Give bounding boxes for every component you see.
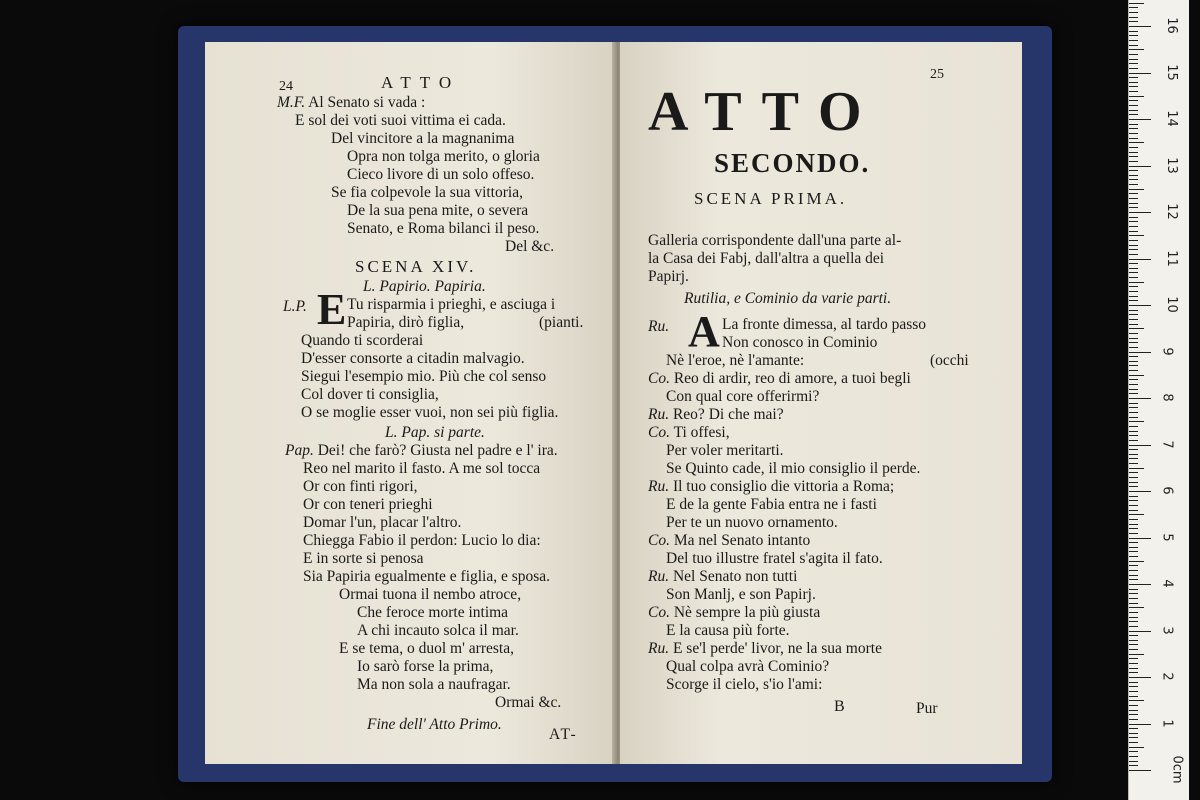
text-line: Domar l'un, placar l'altro. [303,514,462,531]
ruler-tick [1129,733,1138,734]
text-line: D'esser consorte a citadin malvagio. [301,350,525,367]
ruler-tick [1129,296,1138,297]
dialogue-line: Ru. E se'l perde' livor, ne la sua morte [648,640,882,657]
ruler-tick [1129,319,1138,320]
ruler-tick [1129,179,1138,180]
ruler-tick [1129,124,1138,125]
ruler-tick [1129,612,1138,613]
ruler-number: 15 [1163,63,1179,81]
ruler-tick [1129,556,1138,557]
ruler-tick [1129,449,1138,450]
catchword: AT- [549,726,578,743]
ruler-tick [1129,765,1138,766]
ruler-tick [1129,310,1138,311]
text-line: Or con finti rigori, [303,478,418,495]
text-line: E sol dei voti suoi vittima ei cada. [295,112,506,129]
ruler-tick [1129,631,1151,632]
page-number: 25 [930,67,944,82]
ruler-tick [1129,105,1138,106]
ruler-tick [1129,547,1138,548]
ruler-number: 11 [1163,249,1179,267]
ruler-tick [1129,626,1138,627]
ruler-tick [1129,207,1138,208]
text-line: Cieco livore di un solo offeso. [347,166,535,183]
dialogue-line: Co. Reo di ardir, reo di amore, a tuoi begli [648,370,911,387]
ruler-tick [1129,152,1138,153]
ruler-tick [1129,431,1138,432]
signature-mark: B [834,698,845,715]
ruler-number: 1 [1159,718,1175,728]
drop-cap: E [317,285,347,334]
ruler-tick [1129,100,1138,101]
ruler-tick [1129,417,1138,418]
ruler-tick [1129,584,1151,585]
ruler-tick [1129,468,1144,469]
ruler-tick [1129,110,1138,111]
ruler-tick [1129,561,1144,562]
ruler-tick [1129,361,1138,362]
ruler-tick [1129,761,1138,762]
ruler-tick [1129,272,1138,273]
dialogue-line: Per voler meritarti. [666,442,784,459]
ruler-number: 8 [1159,393,1175,402]
ruler-tick [1129,691,1138,692]
scene-characters: Rutilia, e Cominio da varie parti. [684,290,892,307]
text-line: A chi incauto solca il mar. [357,622,519,639]
speaker-label: Ru. [648,318,670,335]
text-line: Del vincitore a la magnanima [331,130,515,147]
ruler-number: 3 [1159,625,1175,635]
dialogue-line: Son Manlj, e son Papirj. [666,586,816,603]
ruler-tick [1129,407,1138,408]
ruler-tick [1129,621,1138,622]
ruler-tick [1129,472,1138,473]
ruler-tick [1129,710,1138,711]
drop-cap: A [688,307,720,356]
ruler-tick [1129,593,1138,594]
text-line: Ormai tuona il nembo atroce, [339,586,522,603]
ruler-number: 12 [1163,203,1179,220]
ruler-tick [1129,514,1144,515]
ruler-tick [1129,524,1138,525]
text-line: Sia Papiria egualmente e figlia, e sposa. [303,568,551,585]
ruler-tick [1129,412,1138,413]
ruler-tick [1129,728,1138,729]
text-line: Se fia colpevole la sua vittoria, [331,184,523,201]
text-line: Io sarò forse la prima, [357,658,494,675]
ruler-tick [1129,189,1144,190]
ruler-tick [1129,724,1151,725]
ruler-tick [1129,384,1138,385]
act-subtitle: SECONDO. [714,148,871,178]
ruler-tick [1129,254,1138,255]
ruler-tick [1129,672,1138,673]
ruler-tick [1129,426,1138,427]
dialogue-line: Per te un nuovo ornamento. [666,514,838,531]
ruler-tick [1129,644,1138,645]
ruler-tick [1129,231,1138,232]
ruler-tick [1129,147,1138,148]
ruler-tick [1129,356,1138,357]
ruler-tick [1129,12,1138,13]
text-line: Non conosco in Cominio [722,334,878,351]
ruler-tick [1129,719,1138,720]
ruler-tick [1129,742,1138,743]
ruler-tick [1129,542,1138,543]
scene-heading: SCENA XIV. [355,257,477,276]
ruler-number: 13 [1163,156,1179,174]
ruler-tick [1129,477,1138,478]
ruler-tick [1129,603,1138,604]
ruler-tick [1129,49,1144,50]
ruler-tick [1129,756,1138,757]
scene-characters: L. Papirio. Papiria. [363,278,486,295]
ruler-tick [1129,166,1151,167]
stage-direction: L. Pap. si parte. [385,424,485,441]
ruler-tick [1129,654,1144,655]
text-line: Or con teneri prieghi [303,496,433,513]
ruler-tick [1129,551,1138,552]
ruler-tick [1129,510,1138,511]
text-line: O se moglie esser vuoi, non sei più figlia. [301,404,559,421]
text-line: Tu risparmia i prieghi, e asciuga i [347,296,556,313]
ruler-tick [1129,579,1138,580]
ruler-tick [1129,226,1138,227]
ruler-tick [1129,26,1151,27]
text-line: Opra non tolga merito, o gloria [347,148,540,165]
ruler-tick [1129,268,1138,269]
ruler-tick [1129,119,1151,120]
text-line: Col dover ti consiglia, [301,386,439,403]
ruler-tick [1129,277,1138,278]
ruler-tick [1129,54,1138,55]
text-line: De la sua pena mite, o severa [347,202,529,219]
ruler-tick [1129,389,1138,390]
ruler-tick [1129,528,1138,529]
ruler-tick [1129,370,1138,371]
ruler-number: 10 [1163,296,1179,313]
ruler-tick [1129,617,1138,618]
ruler-tick [1129,519,1138,520]
ruler-tick [1129,161,1138,162]
dialogue-line: Co. Nè sempre la più giusta [648,604,821,621]
ruler-tick [1129,63,1138,64]
ruler-tick [1129,565,1138,566]
page-number: 24 [279,79,293,94]
ruler-tick [1129,259,1151,260]
text-line: Ma non sola a naufragar. [357,676,511,693]
ruler-tick [1129,747,1144,748]
text-line: E se tema, o duol m' arresta, [339,640,514,657]
ruler-tick [1129,96,1144,97]
text-line-tail: (pianti. [539,314,584,331]
ruler-tick [1129,737,1138,738]
ruler-tick [1129,170,1138,171]
dialogue-line: Scorge il cielo, s'io l'ami: [666,676,823,693]
ruler-tick [1129,463,1138,464]
ruler-tick [1129,714,1138,715]
ruler-tick [1129,156,1138,157]
ruler-tick [1129,668,1138,669]
ruler-number: 7 [1159,439,1175,449]
ruler-tick [1129,682,1138,683]
ruler-tick [1129,138,1138,139]
ruler-tick [1129,40,1138,41]
ruler-tick [1129,440,1138,441]
ruler-tick [1129,454,1138,455]
ruler-tick [1129,212,1151,213]
ruler-tick [1129,333,1138,334]
ruler-tick [1129,607,1144,608]
ruler-tick [1129,677,1151,678]
ruler-tick [1129,770,1151,771]
ruler-tick [1129,338,1138,339]
ruler-tick [1129,500,1138,501]
ruler-number: 14 [1163,110,1179,127]
ruler-tick [1129,575,1138,576]
dialogue-line: Del tuo illustre fratel s'agita il fato. [666,550,883,567]
ruler-tick [1129,696,1138,697]
ruler-tick [1129,249,1138,250]
left-page [205,42,615,764]
ruler-tick [1129,82,1138,83]
ruler-tick [1129,533,1138,534]
ruler-tick [1129,663,1138,664]
ruler-tick [1129,184,1138,185]
ruler-tick [1129,91,1138,92]
ruler-tick [1129,240,1138,241]
ruler-tick [1129,73,1151,74]
ruler-tick [1129,570,1138,571]
ruler-tick [1129,31,1138,32]
text-line: E in sorte si penosa [303,550,424,567]
ruler-tick [1129,700,1144,701]
ruler-number: 9 [1159,346,1175,356]
ruler-tick [1129,352,1151,353]
catchword: Pur [916,700,938,717]
ruler-tick [1129,482,1138,483]
ruler-tick [1129,398,1151,399]
ruler-tick [1129,21,1138,22]
text-line: Papiria, dirò figlia, [347,314,465,331]
dialogue-line: Qual colpa avrà Cominio? [666,658,830,675]
ruler-tick [1129,403,1138,404]
ruler-tick [1129,379,1138,380]
ruler-tick [1129,393,1138,394]
ruler-tick [1129,445,1151,446]
dialogue-line: Co. Ma nel Senato intanto [648,532,811,549]
ruler-tick [1129,217,1138,218]
ruler-tick [1129,538,1151,539]
ruler-tick [1129,193,1138,194]
ruler-tick [1129,342,1138,343]
ruler-tick [1129,114,1138,115]
ruler-number: 2 [1159,672,1175,681]
ruler-tick [1129,496,1138,497]
text-line: La fronte dimessa, al tardo passo [722,316,927,333]
ruler-tick [1129,245,1138,246]
setting-line: Papirj. [648,268,689,285]
ruler-tick [1129,286,1138,287]
ruler-tick [1129,486,1138,487]
text-line: Che feroce morte intima [357,604,509,621]
dialogue-line: Ru. Reo? Di che mai? [648,406,784,423]
ruler-tick [1129,59,1138,60]
ruler-number: 6 [1159,486,1175,495]
ruler-tick [1129,589,1138,590]
ruler-tick [1129,640,1138,641]
text-line-tail: (occhi [930,352,969,369]
ruler-number: 5 [1159,532,1175,542]
ruler-tick [1129,17,1138,18]
ruler-tick [1129,35,1138,36]
ruler-tick [1129,45,1138,46]
ruler-tick [1129,375,1144,376]
ruler-tick [1129,598,1138,599]
text-line: Nè l'eroe, nè l'amante: [666,352,805,369]
ruler-tick [1129,300,1138,301]
dialogue-line: Ru. Il tuo consiglio die vittoria a Roma; [648,478,895,495]
ruler-tick [1129,649,1138,650]
ruler-tick [1129,3,1144,4]
setting-line: la Casa dei Fabj, dall'altra a quella dei [648,250,885,267]
text-line: Siegui l'esempio mio. Più che col senso [301,368,547,385]
text-line: Chiegga Fabio il perdon: Lucio lo dia: [303,532,541,549]
ruler-tick [1129,305,1151,306]
ruler-tick [1129,128,1138,129]
running-head: ATTO [381,73,461,92]
ruler-tick [1129,435,1138,436]
ruler-tick [1129,458,1138,459]
ruler-tick [1129,421,1144,422]
measuring-ruler [1128,0,1189,800]
speaker-label: L.P. [283,298,307,315]
ruler-tick [1129,235,1144,236]
setting-line: Galleria corrispondente dall'una parte al- [648,232,902,249]
ruler-tick [1129,314,1138,315]
ruler-tick [1129,751,1138,752]
ruler-tick [1129,221,1138,222]
act-title: ATTO [648,81,882,143]
ruler-tick [1129,175,1138,176]
ruler-tick [1129,328,1144,329]
text-line: Reo nel marito il fasto. A me sol tocca [303,460,541,477]
dialogue-line: Co. Ti offesi, [648,424,730,441]
text-line: Del &c. [505,238,555,255]
ruler-tick [1129,491,1151,492]
text-line: Ormai &c. [495,694,562,711]
dialogue-line: E de la gente Fabia entra ne i fasti [666,496,877,513]
scene-heading: SCENA PRIMA. [694,189,848,208]
ruler-tick [1129,705,1138,706]
ruler-tick [1129,324,1138,325]
ruler-unit-label: 0cm [1169,755,1185,784]
ruler-tick [1129,142,1144,143]
ruler-tick [1129,198,1138,199]
ruler-tick [1129,291,1138,292]
right-page [620,42,1022,764]
end-note: Fine dell' Atto Primo. [367,716,502,733]
dialogue-line: Se Quinto cade, il mio consiglio il perde. [666,460,921,477]
text-line: Senato, e Roma bilanci il peso. [347,220,540,237]
dialogue-line: Ru. Nel Senato non tutti [648,568,798,585]
ruler-tick [1129,347,1138,348]
text-line: M.F. Al Senato si vada : [277,94,426,111]
ruler-tick [1129,505,1138,506]
ruler-tick [1129,686,1138,687]
ruler-number: 16 [1163,17,1179,34]
ruler-tick [1129,86,1138,87]
ruler-number: 4 [1159,579,1175,588]
ruler-tick [1129,7,1138,8]
ruler-tick [1129,658,1138,659]
ruler-tick [1129,635,1138,636]
text-line: Pap. Dei! che farò? Giusta nel padre e l' ira. [285,442,558,459]
ruler-tick [1129,282,1144,283]
ruler-tick [1129,133,1138,134]
ruler-tick [1129,365,1138,366]
text-line: Quando ti scorderai [301,332,424,349]
ruler-tick [1129,77,1138,78]
dialogue-line: E la causa più forte. [666,622,790,639]
dialogue-line: Con qual core offerirmi? [666,388,820,405]
ruler-tick [1129,263,1138,264]
ruler-tick [1129,203,1138,204]
ruler-tick [1129,68,1138,69]
